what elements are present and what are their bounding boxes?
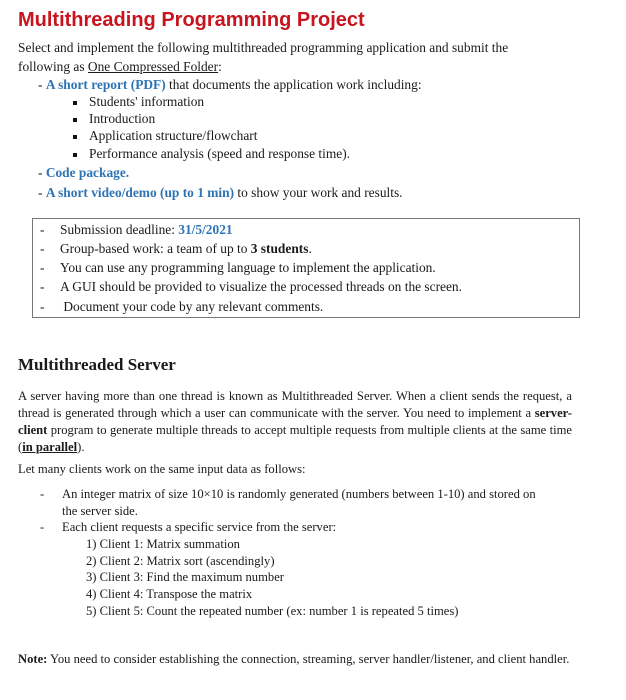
intro-text: following as <box>18 59 88 74</box>
client-item: 5) Client 5: Count the repeated number (ex: number 1 is repeated 5 times) <box>86 604 459 618</box>
report-text: that documents the application work including: <box>165 77 422 92</box>
para-text: A server having more than one thread is known as Multithreaded Server. When a client sends the request, a thread is generated through which a user can communicate with the server. You need to implement a <box>18 389 572 420</box>
deadline-value: 31/5/2021 <box>178 222 233 237</box>
group-text: Group-based work: a team of up to <box>60 241 251 256</box>
input-data-intro: Let many clients work on the same input data as follows: <box>18 462 306 476</box>
document-row: - Document your code by any relevant comments. <box>40 299 324 314</box>
matrix-item-cont: the server side. <box>62 504 138 518</box>
compressed-folder-text: One Compressed Folder <box>87 59 219 74</box>
code-label: Code package. <box>45 165 130 180</box>
server-paragraph <box>18 388 572 456</box>
client-item: 2) Client 2: Matrix sort (ascendingly) <box>86 554 275 568</box>
list-item-text: Introduction <box>89 111 156 126</box>
report-item: - A short report (PDF) that documents the application work including: <box>38 77 422 92</box>
deadline-row: - Submission deadline: 31/5/2021 <box>40 222 233 237</box>
section-heading: Multithreaded Server <box>18 355 176 374</box>
intro-line-1: Select and implement the following multithreaded programming application and submit the <box>18 40 509 55</box>
code-item: - Code package. <box>38 165 130 180</box>
client-requests-text: Each client requests a specific service from the server: <box>62 520 337 534</box>
language-text: You can use any programming language to implement the application. <box>60 260 436 275</box>
matrix-text: An integer matrix of size 10×10 is randomly generated (numbers between 1-10) and stored on <box>62 487 536 501</box>
list-item <box>73 146 350 162</box>
client-item: 1) Client 1: Matrix summation <box>86 537 240 551</box>
video-label: A short video/demo (up to 1 min) <box>45 185 235 200</box>
bullet-icon <box>73 135 77 139</box>
list-item <box>73 128 257 144</box>
intro-line-2 <box>18 59 222 75</box>
language-row: - You can use any programming language to implement the application. <box>40 260 436 275</box>
note-text: You need to consider establishing the connection, streaming, server handler/listener, and client handler. <box>47 652 570 666</box>
list-item-text: Performance analysis (speed and response time). <box>89 146 351 161</box>
bullet-icon <box>73 153 77 157</box>
list-item <box>73 94 204 110</box>
list-item-text: Students' information <box>89 94 205 109</box>
video-item: - A short video/demo (up to 1 min) to show your work and results. <box>38 185 403 200</box>
note-label: Note: <box>18 652 48 666</box>
note-paragraph <box>18 651 572 668</box>
deadline-label: Submission deadline: <box>60 222 179 237</box>
gui-text: A GUI should be provided to visualize the processed threads on the screen. <box>60 279 462 294</box>
intro-colon: : <box>218 59 222 74</box>
matrix-item: - An integer matrix of size 10×10 is randomly generated (numbers between 1-10) and stored on <box>40 487 536 501</box>
client-requests-item: - Each client requests a specific service from the server: <box>40 520 337 534</box>
server-client-text: server-client <box>18 406 572 437</box>
bullet-icon <box>73 118 77 122</box>
list-item <box>73 111 155 127</box>
document-text: Document your code by any relevant comments. <box>63 299 324 314</box>
list-item-text: Application structure/flowchart <box>89 128 258 143</box>
video-text: to show your work and results. <box>234 185 403 200</box>
para-text: program to generate multiple threads to accept multiple requests from multiple clients at the same time ( <box>18 423 572 454</box>
page-title: Multithreading Programming Project <box>18 9 365 31</box>
bullet-icon <box>73 101 77 105</box>
gui-row: - A GUI should be provided to visualize the processed threads on the screen. <box>40 279 462 294</box>
in-parallel-text: in parallel <box>22 440 78 454</box>
group-row: - Group-based work: a team of up to 3 students. <box>40 241 312 256</box>
client-item: 4) Client 4: Transpose the matrix <box>86 587 253 601</box>
group-size: 3 students <box>250 241 309 256</box>
para-text: ). <box>77 440 85 454</box>
group-end: . <box>308 241 312 256</box>
client-item: 3) Client 3: Find the maximum number <box>86 570 284 584</box>
report-label: A short report (PDF) <box>45 77 166 92</box>
